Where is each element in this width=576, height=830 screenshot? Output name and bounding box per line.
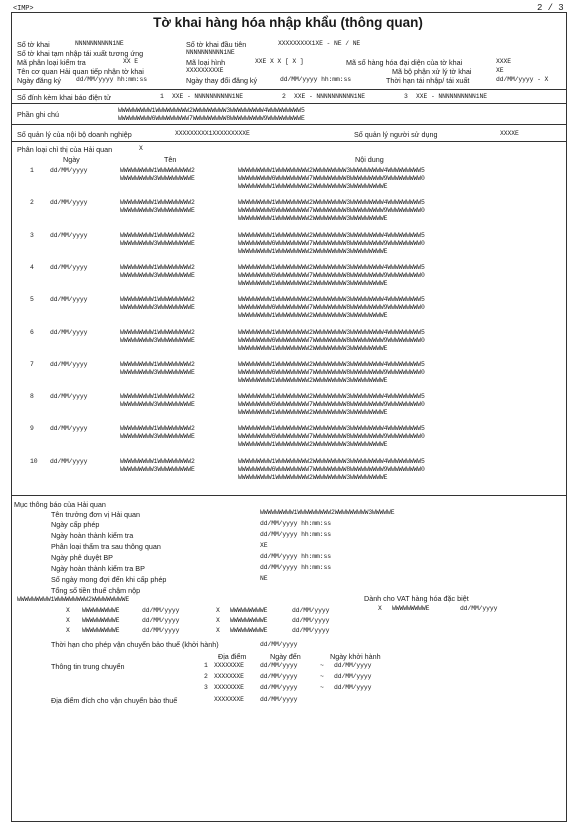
tax-row-w1: WWWWWWWWWE [82, 627, 120, 634]
chi-thi-row-ten-line-2: WWWWWWWWW3WWWWWWWWWE [120, 433, 195, 441]
chi-thi-row-ten-line-2: WWWWWWWWW3WWWWWWWWWE [120, 465, 195, 473]
quan-ly-noi-bo-value: XXXXXXXXX1XXXXXXXXXE [175, 130, 250, 137]
chi-thi-row-no: 8 [30, 393, 34, 401]
chi-thi-row-ten-line-2: WWWWWWWWW3WWWWWWWWWE [120, 175, 195, 182]
page-number: 2 / 3 [537, 3, 564, 13]
ma-loai-hinh-label: Mã loại hình [186, 58, 226, 67]
chi-thi-row-noi-dung-line-3: WWWWWWWWW1WWWWWWWWW2WWWWWWWWW3WWWWWWWWWE [238, 312, 388, 320]
tax-row-d1: dd/MM/yyyy [142, 607, 180, 614]
dinh-kem-value-1: XXE - NNNNNNNNNN1NE [172, 93, 243, 100]
transit-row-arrive: dd/MM/yyyy [260, 673, 298, 680]
chi-thi-row-noi-dung-line-3: WWWWWWWWW1WWWWWWWWW2WWWWWWWWW3WWWWWWWWWE [238, 409, 388, 417]
ma-bo-phan-value: XE [496, 67, 504, 74]
chi-thi-row-ten-line-2: WWWWWWWWW3WWWWWWWWWE [120, 368, 195, 376]
ngay-cap-phep-label: Ngày cấp phép [51, 520, 100, 529]
vat-w: WWWWWWWWWE [392, 605, 430, 612]
tax-row-x2: X [216, 617, 220, 624]
so-to-khai-value: NNNNNNNNNN1NE [75, 40, 124, 47]
quan-ly-noi-bo-label: Số quản lý của nội bộ doanh nghiệp [17, 130, 132, 139]
tax-row-d1: dd/MM/yyyy [142, 617, 180, 624]
transit-row-sep: ~ [320, 662, 324, 669]
page-title: Tờ khai hàng hóa nhập khẩu (thông quan) [153, 15, 423, 30]
ngay-phe-duyet-label: Ngày phê duyệt BP [51, 553, 113, 562]
chi-thi-row-noi-dung-line-2: WWWWWWWWW6WWWWWWWWW7WWWWWWWWW8WWWWWWWWW9WWWWWWWWW0 [238, 368, 425, 376]
col-noi-dung: Nội dung [355, 155, 384, 164]
phan-loai-tham-tra-value: XE [260, 542, 268, 549]
transit-row-arrive: dd/MM/yyyy [260, 684, 298, 691]
dia-diem-dich-label: Địa điểm đích cho vận chuyển bảo thuế [51, 696, 178, 705]
chi-thi-row-noi-dung-line-1: WWWWWWWWW1WWWWWWWWW2WWWWWWWWW3WWWWWWWWW4WWWWWWWWW5 [238, 393, 425, 401]
chi-thi-row-noi-dung-line-1: WWWWWWWWW1WWWWWWWWW2WWWWWWWWW3WWWWWWWWW4WWWWWWWWW5 [238, 360, 425, 368]
chi-thi-row-noi-dung-line-2: WWWWWWWWW6WWWWWWWWW7WWWWWWWWW8WWWWWWWWW9WWWWWWWWW0 [238, 465, 425, 473]
tax-row-w2: WWWWWWWWWE [230, 607, 268, 614]
chi-thi-row-noi-dung-line-3: WWWWWWWWW1WWWWWWWWW2WWWWWWWWW3WWWWWWWWWE [238, 344, 388, 352]
chi-thi-row-noi-dung-line-2: WWWWWWWWW6WWWWWWWWW7WWWWWWWWW8WWWWWWWWW9WWWWWWWWW0 [238, 239, 425, 247]
chi-thi-row-ten-line-1: WWWWWWWWW1WWWWWWWWW2 [120, 457, 195, 465]
chi-thi-row-ten-line-2: WWWWWWWWW3WWWWWWWWWE [120, 239, 195, 247]
dinh-kem-value-2: XXE - NNNNNNNNNN1NE [294, 93, 365, 100]
chi-thi-row-ten-line-1: WWWWWWWWW1WWWWWWWWW2 [120, 263, 195, 271]
quan-ly-nguoi-su-dung-label: Số quản lý người sử dụng [354, 130, 438, 139]
so-to-khai-tam-nhap-value: NNNNNNNNNN1NE [186, 49, 235, 56]
chi-thi-row-date: dd/MM/yyyy [50, 263, 88, 271]
chi-thi-row-noi-dung-line-2: WWWWWWWWW6WWWWWWWWW7WWWWWWWWW8WWWWWWWWW9WWWWWWWWW0 [238, 175, 425, 182]
ma-so-hang-hoa-value: XXXE [496, 58, 511, 65]
chi-thi-row-noi-dung-line-2: WWWWWWWWW6WWWWWWWWW7WWWWWWWWW8WWWWWWWWW9WWWWWWWWW0 [238, 207, 425, 215]
transit-row-place: XXXXXXXE [214, 662, 244, 669]
tax-row-w2: WWWWWWWWWE [230, 617, 268, 624]
chi-thi-row-noi-dung-line-1: WWWWWWWWW1WWWWWWWWW2WWWWWWWWW3WWWWWWWWW4WWWWWWWWW5 [238, 167, 425, 174]
dia-diem-dich-date: dd/MM/yyyy [260, 696, 298, 703]
chi-thi-row-ten-line-1: WWWWWWWWW1WWWWWWWWW2 [120, 393, 195, 401]
thoi-han-tai-nhap-label: Thời hạn tái nhập/ tái xuất [386, 76, 470, 85]
tax-row-w2: WWWWWWWWWE [230, 627, 268, 634]
col-ten: Tên [164, 155, 177, 164]
ngay-cap-phep-value: dd/MM/yyyy hh:mm:ss [260, 520, 331, 527]
chi-thi-row-noi-dung-line-3: WWWWWWWWW1WWWWWWWWW2WWWWWWWWW3WWWWWWWWWE [238, 376, 388, 384]
so-to-khai-dau-tien-label: Số tờ khai đầu tiên [186, 40, 247, 49]
tax-row-d1: dd/MM/yyyy [142, 627, 180, 634]
ma-so-hang-hoa-label: Mã số hàng hóa đại diện của tờ khai [346, 58, 463, 67]
chi-thi-row-no: 7 [30, 360, 34, 368]
divider [11, 103, 567, 104]
chi-thi-row-noi-dung-line-3: WWWWWWWWW1WWWWWWWWW2WWWWWWWWW3WWWWWWWWWE [238, 183, 388, 190]
chi-thi-value: X [139, 145, 143, 152]
divider [11, 141, 567, 142]
tax-row-x2: X [216, 607, 220, 614]
vat-date: dd/MM/yyyy [460, 605, 498, 612]
col-ngay: Ngày [63, 155, 80, 164]
chi-thi-row-ten-line-2: WWWWWWWWW3WWWWWWWWWE [120, 336, 195, 344]
ma-phan-loai-kiem-tra-value: XX E [123, 58, 138, 65]
chi-thi-row-noi-dung-line-3: WWWWWWWWW1WWWWWWWWW2WWWWWWWWW3WWWWWWWWWE [238, 441, 388, 449]
form-tag: <IMP> [13, 5, 34, 13]
chi-thi-row-no: 10 [30, 457, 38, 465]
tax-row-w1: WWWWWWWWWE [82, 617, 120, 624]
phan-loai-tham-tra-label: Phân loại thẩm tra sau thông quan [51, 542, 161, 551]
so-ngay-value: NE [260, 575, 268, 582]
chi-thi-row-noi-dung-line-1: WWWWWWWWW1WWWWWWWWW2WWWWWWWWW3WWWWWWWWW4WWWWWWWWW5 [238, 457, 425, 465]
chi-thi-row-noi-dung-line-2: WWWWWWWWW6WWWWWWWWW7WWWWWWWWW8WWWWWWWWW9WWWWWWWWW0 [238, 401, 425, 409]
dinh-kem-no-3: 3 [404, 93, 408, 100]
dinh-kem-no-1: 1 [160, 93, 164, 100]
transit-row-depart: dd/MM/yyyy [334, 662, 372, 669]
vat-label: Dành cho VAT hàng hóa đặc biệt [364, 594, 469, 603]
chi-thi-row-date: dd/MM/yyyy [50, 360, 88, 368]
transit-row-depart: dd/MM/yyyy [334, 673, 372, 680]
chi-thi-row-ten-line-1: WWWWWWWWW1WWWWWWWWW2 [120, 360, 195, 368]
ngay-dang-ky-label: Ngày đăng ký [17, 76, 61, 85]
transit-row-arrive: dd/MM/yyyy [260, 662, 298, 669]
dinh-kem-value-3: XXE - NNNNNNNNNN1NE [416, 93, 487, 100]
quan-ly-nguoi-su-dung-value: XXXXE [500, 130, 519, 137]
tax-row-d2: dd/MM/yyyy [292, 627, 330, 634]
so-to-khai-tam-nhap-label: Số tờ khai tạm nhập tái xuất tương ứng [17, 49, 144, 58]
ngay-thay-doi-value: dd/MM/yyyy hh:mm:ss [280, 76, 351, 83]
thoi-han-label: Thời hạn cho phép vận chuyển bảo thuế (khởi hành) [51, 640, 219, 649]
thoi-han-tai-nhap-value: dd/MM/yyyy - X [496, 76, 549, 83]
transit-row-place: XXXXXXXE [214, 684, 244, 691]
col-dia-diem: Địa điểm [218, 652, 247, 661]
ten-truong-value: WWWWWWWWW1WWWWWWWWW2WWWWWWWWW3WWWWWE [260, 509, 395, 516]
chi-thi-row-noi-dung-line-2: WWWWWWWWW6WWWWWWWWW7WWWWWWWWW8WWWWWWWWW9WWWWWWWWW0 [238, 304, 425, 312]
tong-so-tien-label: Tổng số tiền thuế chậm nộp [51, 586, 141, 595]
transit-row-no: 3 [204, 684, 208, 691]
so-to-khai-dau-tien-value: XXXXXXXXX1XE - NE / NE [278, 40, 361, 47]
chi-thi-row-noi-dung-line-3: WWWWWWWWW1WWWWWWWWW2WWWWWWWWW3WWWWWWWWWE [238, 279, 388, 287]
chi-thi-row-date: dd/MM/yyyy [50, 231, 88, 239]
divider [11, 124, 567, 125]
chi-thi-row-ten-line-1: WWWWWWWWW1WWWWWWWWW2 [120, 231, 195, 239]
chi-thi-row-noi-dung-line-2: WWWWWWWWW6WWWWWWWWW7WWWWWWWWW8WWWWWWWWW9WWWWWWWWW0 [238, 271, 425, 279]
chi-thi-row-date: dd/MM/yyyy [50, 328, 88, 336]
tax-row-x1: X [66, 627, 70, 634]
chi-thi-row-ten-line-1: WWWWWWWWW1WWWWWWWWW2 [120, 199, 195, 207]
chi-thi-row-noi-dung-line-1: WWWWWWWWW1WWWWWWWWW2WWWWWWWWW3WWWWWWWWW4WWWWWWWWW5 [238, 231, 425, 239]
tax-row-x1: X [66, 607, 70, 614]
transit-row-no: 1 [204, 662, 208, 669]
tax-row-x2: X [216, 627, 220, 634]
col-ngay-khoi-hanh: Ngày khởi hành [330, 652, 381, 661]
ngay-hoan-thanh-bp-value: dd/MM/yyyy hh:mm:ss [260, 564, 331, 571]
transit-row-depart: dd/MM/yyyy [334, 684, 372, 691]
ngay-phe-duyet-value: dd/MM/yyyy hh:mm:ss [260, 553, 331, 560]
vat-x: X [378, 605, 382, 612]
ten-co-quan-label: Tên cơ quan Hải quan tiếp nhận tờ khai [17, 67, 144, 76]
chi-thi-row-noi-dung-line-1: WWWWWWWWW1WWWWWWWWW2WWWWWWWWW3WWWWWWWWW4WWWWWWWWW5 [238, 263, 425, 271]
ngay-hoan-thanh-value: dd/MM/yyyy hh:mm:ss [260, 531, 331, 538]
chi-thi-row-no: 5 [30, 296, 34, 304]
transit-row-sep: ~ [320, 673, 324, 680]
tax-row-d2: dd/MM/yyyy [292, 607, 330, 614]
thong-bao-label: Mục thông báo của Hải quan [14, 500, 106, 509]
chi-thi-row-noi-dung-line-1: WWWWWWWWW1WWWWWWWWW2WWWWWWWWW3WWWWWWWWW4WWWWWWWWW5 [238, 425, 425, 433]
thoi-han-value: dd/MM/yyyy [260, 641, 298, 648]
chi-thi-row-no: 2 [30, 199, 34, 207]
chi-thi-row-noi-dung-line-2: WWWWWWWWW6WWWWWWWWW7WWWWWWWWW8WWWWWWWWW9WWWWWWWWW0 [238, 336, 425, 344]
ma-loai-hinh-value: XXE X X [ X ] [255, 58, 304, 65]
chi-thi-row-date: dd/MM/yyyy [50, 199, 88, 207]
transit-row-sep: ~ [320, 684, 324, 691]
ghi-chu-line-2: WWWWWWWWW6WWWWWWWWW7WWWWWWWWW8WWWWWWWWW9WWWWWWWWWE [118, 115, 305, 122]
ghi-chu-line-1: WWWWWWWWW1WWWWWWWWW2WWWWWWWWW3WWWWWWWWW4WWWWWWWWW5 [118, 107, 305, 114]
divider [11, 89, 567, 90]
transit-row-place: XXXXXXXE [214, 673, 244, 680]
chi-thi-row-ten-line-2: WWWWWWWWW3WWWWWWWWWE [120, 401, 195, 409]
chi-thi-row-noi-dung-line-1: WWWWWWWWW1WWWWWWWWW2WWWWWWWWW3WWWWWWWWW4WWWWWWWWW5 [238, 328, 425, 336]
ma-bo-phan-label: Mã bộ phận xử lý tờ khai [392, 67, 472, 76]
chi-thi-row-date: dd/MM/yyyy [50, 457, 88, 465]
trung-chuyen-label: Thông tin trung chuyển [51, 662, 125, 671]
chi-thi-row-no: 3 [30, 231, 34, 239]
ngay-hoan-thanh-label: Ngày hoàn thành kiểm tra [51, 531, 134, 540]
chi-thi-row-no: 1 [30, 167, 34, 174]
transit-row-no: 2 [204, 673, 208, 680]
chi-thi-row-noi-dung-line-3: WWWWWWWWW1WWWWWWWWW2WWWWWWWWW3WWWWWWWWWE [238, 247, 388, 255]
tien-line: WWWWWWWWW1WWWWWWWWW2WWWWWWWWWE [17, 596, 130, 603]
dinh-kem-label: Số đính kèm khai báo điện tử [17, 93, 111, 102]
ngay-thay-doi-label: Ngày thay đổi đăng ký [186, 76, 258, 85]
ten-co-quan-value: XXXXXXXXXE [186, 67, 224, 74]
chi-thi-row-no: 9 [30, 425, 34, 433]
chi-thi-row-ten-line-2: WWWWWWWWW3WWWWWWWWWE [120, 271, 195, 279]
ten-truong-label: Tên trưởng đơn vị Hải quan [51, 510, 140, 519]
divider [11, 495, 567, 496]
chi-thi-row-ten-line-1: WWWWWWWWW1WWWWWWWWW2 [120, 328, 195, 336]
chi-thi-row-no: 6 [30, 328, 34, 336]
chi-thi-row-date: dd/MM/yyyy [50, 425, 88, 433]
chi-thi-row-noi-dung-line-1: WWWWWWWWW1WWWWWWWWW2WWWWWWWWW3WWWWWWWWW4WWWWWWWWW5 [238, 199, 425, 207]
so-ngay-label: Số ngày mong đợi đến khi cấp phép [51, 575, 167, 584]
chi-thi-row-noi-dung-line-2: WWWWWWWWW6WWWWWWWWW7WWWWWWWWW8WWWWWWWWW9WWWWWWWWW0 [238, 433, 425, 441]
chi-thi-row-ten-line-2: WWWWWWWWW3WWWWWWWWWE [120, 207, 195, 215]
ngay-dang-ky-value: dd/MM/yyyy hh:mm:ss [76, 76, 147, 83]
chi-thi-row-ten-line-1: WWWWWWWWW1WWWWWWWWW2 [120, 167, 195, 174]
ngay-hoan-thanh-bp-label: Ngày hoàn thành kiểm tra BP [51, 564, 145, 573]
chi-thi-row-noi-dung-line-3: WWWWWWWWW1WWWWWWWWW2WWWWWWWWW3WWWWWWWWWE [238, 473, 388, 481]
tax-row-w1: WWWWWWWWWE [82, 607, 120, 614]
chi-thi-row-ten-line-1: WWWWWWWWW1WWWWWWWWW2 [120, 296, 195, 304]
chi-thi-row-noi-dung-line-1: WWWWWWWWW1WWWWWWWWW2WWWWWWWWW3WWWWWWWWW4WWWWWWWWW5 [238, 296, 425, 304]
chi-thi-row-ten-line-2: WWWWWWWWW3WWWWWWWWWE [120, 304, 195, 312]
tax-row-d2: dd/MM/yyyy [292, 617, 330, 624]
chi-thi-row-no: 4 [30, 263, 34, 271]
chi-thi-row-noi-dung-line-3: WWWWWWWWW1WWWWWWWWW2WWWWWWWWW3WWWWWWWWWE [238, 215, 388, 223]
dinh-kem-no-2: 2 [282, 93, 286, 100]
tax-row-x1: X [66, 617, 70, 624]
so-to-khai-label: Số tờ khai [17, 40, 50, 49]
col-ngay-den: Ngày đến [270, 652, 301, 661]
chi-thi-row-date: dd/MM/yyyy [50, 296, 88, 304]
dia-diem-dich-place: XXXXXXXE [214, 696, 244, 703]
chi-thi-label: Phân loại chỉ thị của Hải quan [17, 145, 113, 154]
chi-thi-row-ten-line-1: WWWWWWWWW1WWWWWWWWW2 [120, 425, 195, 433]
ma-phan-loai-kiem-tra-label: Mã phân loại kiểm tra [17, 58, 86, 67]
chi-thi-row-date: dd/MM/yyyy [50, 393, 88, 401]
chi-thi-row-date: dd/MM/yyyy [50, 167, 88, 174]
ghi-chu-label: Phần ghi chú [17, 110, 59, 119]
